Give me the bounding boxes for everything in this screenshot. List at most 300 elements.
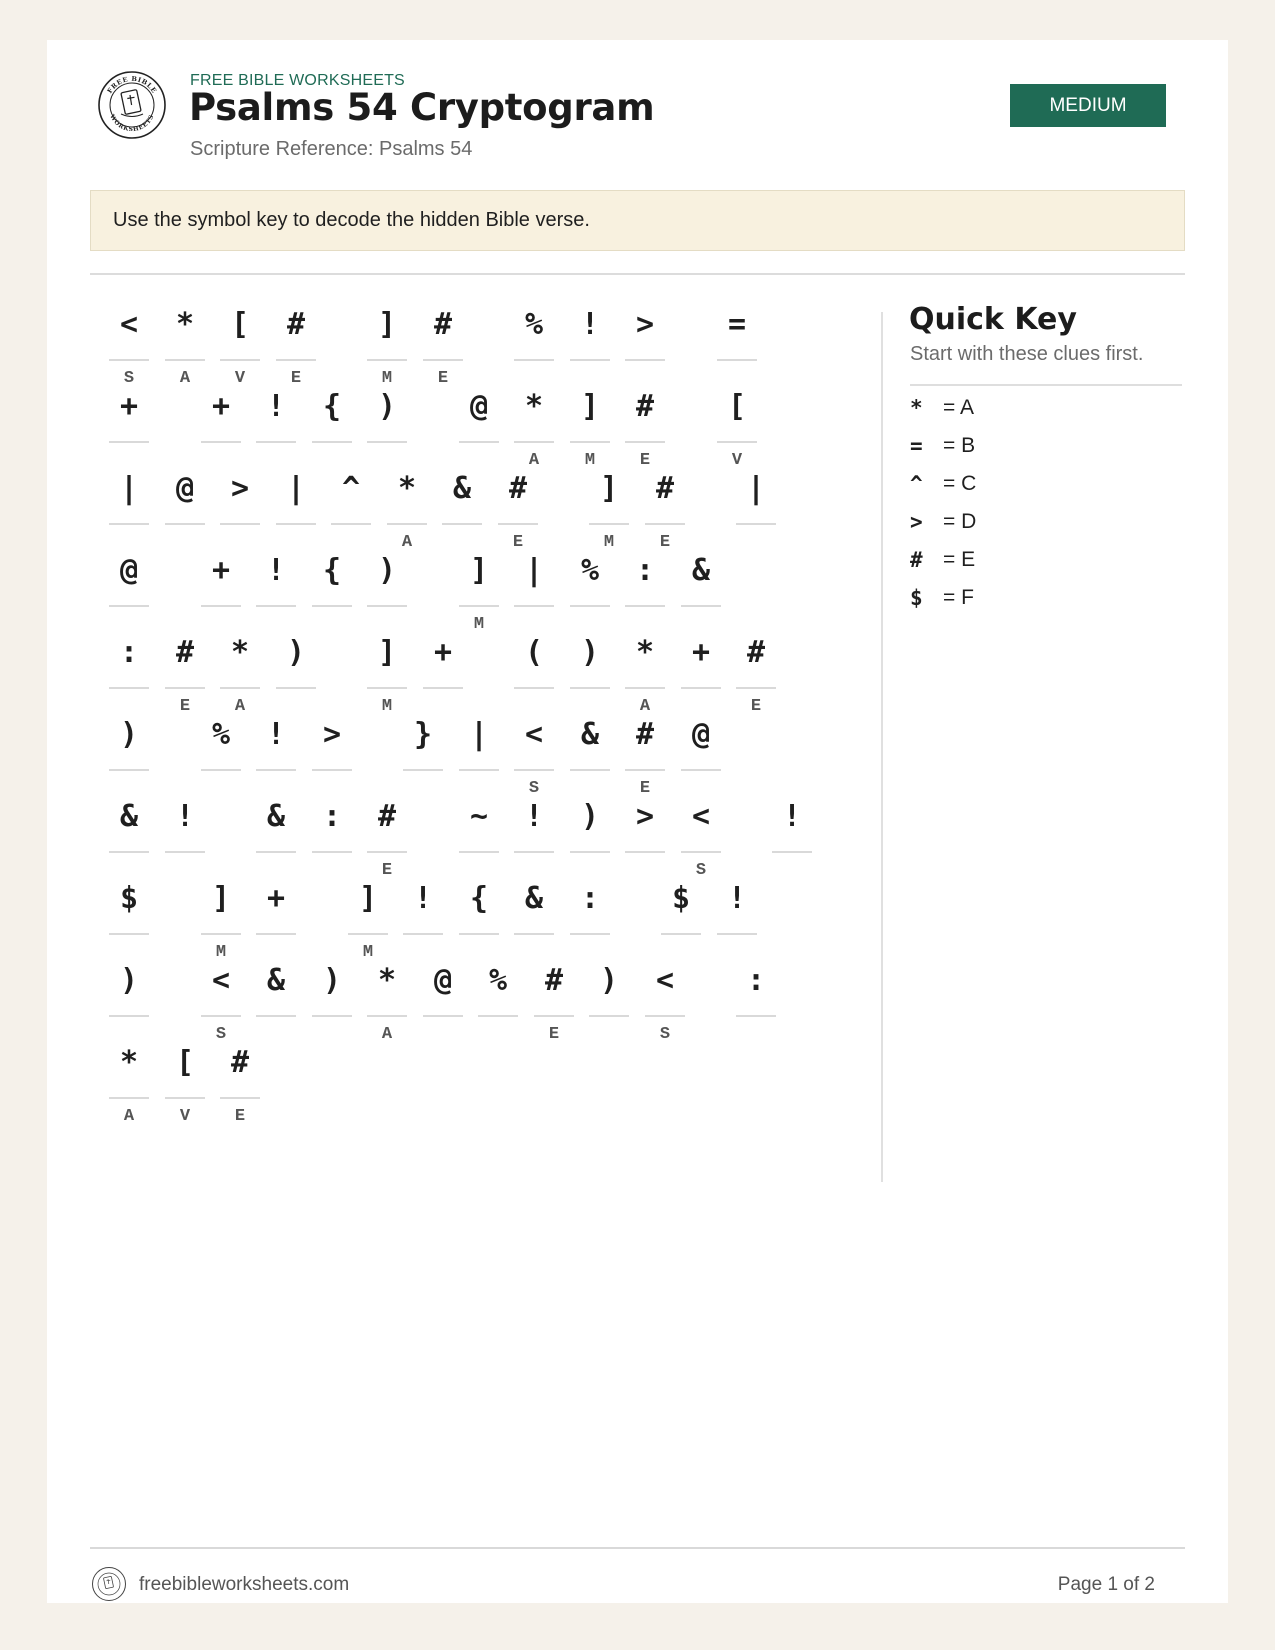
cipher-cell[interactable] bbox=[367, 787, 407, 880]
quick-key-value: = F bbox=[943, 586, 974, 609]
cipher-cell[interactable] bbox=[201, 541, 241, 627]
answer-line bbox=[367, 359, 407, 361]
answer-line bbox=[423, 687, 463, 689]
cipher-symbol: # bbox=[230, 1045, 250, 1080]
worksheet-page bbox=[47, 40, 1228, 1603]
cipher-cell[interactable] bbox=[442, 459, 482, 545]
cipher-cell[interactable] bbox=[681, 541, 721, 627]
cipher-cell[interactable] bbox=[625, 541, 665, 627]
decoded-letter: E bbox=[548, 1025, 560, 1044]
cipher-symbol: & bbox=[580, 717, 600, 752]
answer-line bbox=[256, 441, 296, 443]
answer-line bbox=[201, 1015, 241, 1017]
cipher-cell[interactable] bbox=[109, 377, 149, 463]
answer-line bbox=[201, 933, 241, 935]
answer-line bbox=[109, 359, 149, 361]
cipher-cell[interactable] bbox=[312, 951, 352, 1037]
cipher-symbol: # bbox=[377, 799, 397, 834]
answer-line bbox=[220, 687, 260, 689]
cipher-cell[interactable] bbox=[625, 377, 665, 470]
decoded-letter: A bbox=[401, 533, 413, 552]
cipher-symbol: * bbox=[377, 963, 397, 998]
answer-line bbox=[256, 605, 296, 607]
answer-line bbox=[459, 605, 499, 607]
answer-line bbox=[312, 1015, 352, 1017]
answer-line bbox=[165, 359, 205, 361]
cipher-symbol: < bbox=[524, 717, 544, 752]
cipher-symbol: ! bbox=[266, 389, 286, 424]
cipher-symbol: + bbox=[691, 635, 711, 670]
cipher-symbol: < bbox=[691, 799, 711, 834]
cipher-symbol: @ bbox=[175, 471, 195, 506]
answer-line bbox=[514, 687, 554, 689]
cipher-cell[interactable] bbox=[459, 377, 499, 463]
decoded-letter: M bbox=[381, 369, 393, 388]
cipher-cell[interactable] bbox=[201, 951, 241, 1044]
cipher-symbol: & bbox=[524, 881, 544, 916]
cipher-symbol: ] bbox=[469, 553, 489, 588]
answer-line bbox=[367, 605, 407, 607]
answer-line bbox=[165, 687, 205, 689]
decoded-letter: E bbox=[179, 697, 191, 716]
cipher-cell[interactable] bbox=[625, 705, 665, 798]
decoded-letter: E bbox=[659, 533, 671, 552]
cipher-symbol: & bbox=[691, 553, 711, 588]
cipher-symbol: # bbox=[746, 635, 766, 670]
cipher-cell[interactable] bbox=[367, 623, 407, 716]
cipher-symbol: ) bbox=[322, 963, 342, 998]
answer-line bbox=[589, 523, 629, 525]
cipher-cell[interactable] bbox=[367, 377, 407, 463]
decoded-letter: S bbox=[695, 861, 707, 880]
decoded-letter: S bbox=[123, 369, 135, 388]
answer-line bbox=[570, 687, 610, 689]
answer-line bbox=[717, 359, 757, 361]
cipher-cell[interactable] bbox=[589, 459, 629, 552]
quick-key-symbol: ^ bbox=[910, 472, 923, 496]
cipher-symbol: # bbox=[655, 471, 675, 506]
answer-line bbox=[514, 769, 554, 771]
decoded-letter: E bbox=[639, 779, 651, 798]
answer-line bbox=[423, 359, 463, 361]
decoded-letter: V bbox=[731, 451, 743, 470]
cipher-cell[interactable] bbox=[423, 951, 463, 1037]
cipher-cell[interactable] bbox=[514, 623, 554, 709]
cipher-symbol: ] bbox=[599, 471, 619, 506]
cipher-cell[interactable] bbox=[109, 951, 149, 1037]
answer-line bbox=[534, 1015, 574, 1017]
cipher-cell[interactable] bbox=[201, 705, 241, 791]
answer-line bbox=[645, 1015, 685, 1017]
cipher-symbol: ! bbox=[175, 799, 195, 834]
cipher-symbol: ! bbox=[524, 799, 544, 834]
cipher-symbol: % bbox=[524, 307, 544, 342]
answer-line bbox=[109, 441, 149, 443]
cipher-cell[interactable] bbox=[514, 787, 554, 873]
cipher-cell[interactable] bbox=[681, 623, 721, 709]
cipher-cell[interactable] bbox=[201, 869, 241, 962]
answer-line bbox=[367, 441, 407, 443]
decoded-letter: V bbox=[179, 1107, 191, 1126]
cipher-symbol: ! bbox=[580, 307, 600, 342]
cipher-cell[interactable] bbox=[165, 295, 205, 388]
cipher-symbol: : bbox=[580, 881, 600, 916]
cipher-cell[interactable] bbox=[220, 295, 260, 388]
cipher-symbol: | bbox=[469, 717, 489, 752]
cipher-cell[interactable] bbox=[736, 623, 776, 716]
answer-line bbox=[256, 1015, 296, 1017]
cipher-cell[interactable] bbox=[256, 377, 296, 463]
decoded-letter: S bbox=[528, 779, 540, 798]
answer-line bbox=[201, 605, 241, 607]
answer-line bbox=[514, 359, 554, 361]
cipher-cell[interactable] bbox=[459, 869, 499, 955]
cipher-symbol: & bbox=[452, 471, 472, 506]
cipher-symbol: * bbox=[397, 471, 417, 506]
cipher-cell[interactable] bbox=[736, 459, 776, 545]
quick-key-symbol: = bbox=[910, 434, 923, 458]
cipher-symbol: + bbox=[211, 389, 231, 424]
cipher-symbol: ( bbox=[524, 635, 544, 670]
cipher-symbol: < bbox=[655, 963, 675, 998]
answer-line bbox=[165, 523, 205, 525]
cipher-cell[interactable] bbox=[367, 541, 407, 627]
cipher-symbol: % bbox=[580, 553, 600, 588]
cipher-symbol: ) bbox=[580, 635, 600, 670]
cipher-cell[interactable] bbox=[387, 459, 427, 552]
answer-line bbox=[109, 1097, 149, 1099]
cipher-symbol: ! bbox=[782, 799, 802, 834]
cipher-cell[interactable] bbox=[403, 705, 443, 791]
cipher-symbol: % bbox=[488, 963, 508, 998]
cipher-cell[interactable] bbox=[514, 377, 554, 470]
cipher-symbol: { bbox=[322, 553, 342, 588]
answer-line bbox=[109, 769, 149, 771]
cipher-symbol: # bbox=[433, 307, 453, 342]
answer-line bbox=[256, 933, 296, 935]
answer-line bbox=[442, 523, 482, 525]
cipher-symbol: : bbox=[635, 553, 655, 588]
quick-key-value: = D bbox=[943, 510, 977, 533]
cipher-cell[interactable] bbox=[625, 787, 665, 873]
cipher-cell[interactable] bbox=[423, 295, 463, 388]
decoded-letter: M bbox=[362, 943, 374, 962]
cipher-cell[interactable] bbox=[459, 787, 499, 873]
cipher-symbol: % bbox=[211, 717, 231, 752]
cipher-cell[interactable] bbox=[645, 951, 685, 1044]
cipher-cell[interactable] bbox=[661, 869, 701, 955]
cipher-symbol: < bbox=[119, 307, 139, 342]
cipher-cell[interactable] bbox=[570, 623, 610, 709]
cipher-cell[interactable] bbox=[201, 377, 241, 463]
answer-line bbox=[201, 441, 241, 443]
decoded-letter: S bbox=[215, 1025, 227, 1044]
quick-key-symbol: > bbox=[910, 510, 923, 534]
answer-line bbox=[589, 1015, 629, 1017]
cipher-symbol: # bbox=[175, 635, 195, 670]
answer-line bbox=[367, 851, 407, 853]
answer-line bbox=[367, 687, 407, 689]
cipher-cell[interactable] bbox=[109, 459, 149, 545]
decoded-letter: E bbox=[639, 451, 651, 470]
answer-line bbox=[459, 851, 499, 853]
answer-line bbox=[625, 605, 665, 607]
answer-line bbox=[109, 851, 149, 853]
cipher-cell[interactable] bbox=[109, 295, 149, 388]
answer-line bbox=[220, 359, 260, 361]
cipher-symbol: ] bbox=[580, 389, 600, 424]
cipher-cell[interactable] bbox=[570, 295, 610, 381]
quick-key-item bbox=[910, 466, 1182, 502]
cipher-cell[interactable] bbox=[589, 951, 629, 1037]
cipher-symbol: ) bbox=[377, 553, 397, 588]
cipher-cell[interactable] bbox=[256, 951, 296, 1037]
cipher-cell[interactable] bbox=[681, 705, 721, 791]
cipher-cell[interactable] bbox=[312, 787, 352, 873]
cipher-cell[interactable] bbox=[256, 787, 296, 873]
answer-line bbox=[109, 1015, 149, 1017]
cipher-symbol: ) bbox=[580, 799, 600, 834]
cipher-cell[interactable] bbox=[625, 295, 665, 381]
answer-line bbox=[403, 769, 443, 771]
answer-line bbox=[625, 769, 665, 771]
answer-line bbox=[772, 851, 812, 853]
cipher-cell[interactable] bbox=[570, 869, 610, 955]
answer-line bbox=[312, 441, 352, 443]
cipher-symbol: @ bbox=[469, 389, 489, 424]
cipher-symbol: ) bbox=[377, 389, 397, 424]
cipher-cell[interactable] bbox=[367, 295, 407, 388]
decoded-letter: A bbox=[381, 1025, 393, 1044]
answer-line bbox=[276, 523, 316, 525]
cipher-symbol: ~ bbox=[469, 799, 489, 834]
cipher-cell[interactable] bbox=[312, 705, 352, 791]
cipher-cell[interactable] bbox=[570, 705, 610, 791]
cipher-cell[interactable] bbox=[423, 623, 463, 709]
decoded-letter: E bbox=[381, 861, 393, 880]
cipher-cell[interactable] bbox=[403, 869, 443, 955]
answer-line bbox=[514, 441, 554, 443]
difficulty-badge: MEDIUM bbox=[1010, 84, 1166, 127]
cipher-cell[interactable] bbox=[570, 787, 610, 873]
instructions-box: Use the symbol key to decode the hidden Bible verse. bbox=[90, 190, 1185, 251]
answer-line bbox=[625, 441, 665, 443]
cipher-symbol: * bbox=[635, 635, 655, 670]
cipher-cell[interactable] bbox=[348, 869, 388, 962]
answer-line bbox=[109, 523, 149, 525]
answer-line bbox=[459, 769, 499, 771]
cipher-symbol: | bbox=[524, 553, 544, 588]
quick-key-item bbox=[910, 542, 1182, 578]
decoded-letter: E bbox=[750, 697, 762, 716]
cipher-cell[interactable] bbox=[312, 541, 352, 627]
cipher-symbol: $ bbox=[671, 881, 691, 916]
cipher-symbol: | bbox=[286, 471, 306, 506]
decoded-letter: M bbox=[215, 943, 227, 962]
cipher-cell[interactable] bbox=[717, 295, 757, 381]
decoded-letter: E bbox=[290, 369, 302, 388]
quick-key-title: Quick Key bbox=[909, 302, 1077, 337]
cipher-cell[interactable] bbox=[514, 705, 554, 798]
answer-line bbox=[403, 933, 443, 935]
cipher-cell[interactable] bbox=[514, 295, 554, 381]
cipher-cell[interactable] bbox=[331, 459, 371, 545]
decoded-letter: S bbox=[659, 1025, 671, 1044]
answer-line bbox=[661, 933, 701, 935]
answer-line bbox=[348, 933, 388, 935]
cipher-symbol: < bbox=[211, 963, 231, 998]
cipher-symbol: + bbox=[266, 881, 286, 916]
cipher-cell[interactable] bbox=[276, 459, 316, 545]
cipher-cell[interactable] bbox=[165, 623, 205, 716]
cipher-cell[interactable] bbox=[109, 623, 149, 709]
answer-line bbox=[681, 769, 721, 771]
answer-line bbox=[736, 1015, 776, 1017]
brand-name: FREE BIBLE WORKSHEETS bbox=[190, 72, 405, 89]
answer-line bbox=[514, 933, 554, 935]
cipher-cell[interactable] bbox=[220, 1033, 260, 1126]
answer-line bbox=[312, 769, 352, 771]
cipher-symbol: } bbox=[413, 717, 433, 752]
decoded-letter: M bbox=[473, 615, 485, 634]
footer-website-link[interactable]: freebibleworksheets.com bbox=[139, 1574, 350, 1595]
cipher-cell[interactable] bbox=[220, 623, 260, 716]
answer-line bbox=[312, 851, 352, 853]
cipher-cell[interactable] bbox=[256, 869, 296, 955]
answer-line bbox=[478, 1015, 518, 1017]
cipher-cell[interactable] bbox=[165, 787, 205, 873]
answer-line bbox=[387, 523, 427, 525]
answer-line bbox=[570, 769, 610, 771]
cipher-cell[interactable] bbox=[570, 541, 610, 627]
page-title: Psalms 54 Cryptogram bbox=[189, 86, 655, 129]
cipher-symbol: & bbox=[266, 799, 286, 834]
cipher-symbol: ^ bbox=[341, 471, 361, 506]
svg-text:WORKSHEETS: WORKSHEETS bbox=[108, 113, 156, 134]
answer-line bbox=[331, 523, 371, 525]
answer-line bbox=[736, 687, 776, 689]
cipher-cell[interactable] bbox=[681, 787, 721, 880]
cipher-symbol: $ bbox=[119, 881, 139, 916]
cipher-symbol: @ bbox=[691, 717, 711, 752]
decoded-letter: A bbox=[528, 451, 540, 470]
answer-line bbox=[514, 605, 554, 607]
cipher-cell[interactable] bbox=[514, 541, 554, 627]
cipher-cell[interactable] bbox=[256, 705, 296, 791]
decoded-letter: A bbox=[123, 1107, 135, 1126]
cipher-symbol: > bbox=[230, 471, 250, 506]
cipher-cell[interactable] bbox=[109, 705, 149, 791]
cipher-cell[interactable] bbox=[534, 951, 574, 1044]
cipher-symbol: > bbox=[635, 799, 655, 834]
cipher-cell[interactable] bbox=[165, 1033, 205, 1126]
cipher-symbol: # bbox=[635, 389, 655, 424]
cipher-cell[interactable] bbox=[625, 623, 665, 716]
cipher-symbol: ) bbox=[119, 717, 139, 752]
answer-line bbox=[220, 523, 260, 525]
cipher-symbol: ! bbox=[727, 881, 747, 916]
cipher-cell[interactable] bbox=[459, 705, 499, 791]
answer-line bbox=[736, 523, 776, 525]
cipher-symbol: ] bbox=[377, 307, 397, 342]
cipher-symbol: [ bbox=[230, 307, 250, 342]
answer-line bbox=[256, 769, 296, 771]
cipher-cell[interactable] bbox=[498, 459, 538, 552]
quick-key-symbol: # bbox=[910, 548, 923, 572]
cipher-symbol: : bbox=[119, 635, 139, 670]
cipher-cell[interactable] bbox=[514, 869, 554, 955]
answer-line bbox=[276, 359, 316, 361]
cryptogram-puzzle bbox=[47, 40, 847, 1240]
answer-line bbox=[717, 441, 757, 443]
answer-line bbox=[625, 687, 665, 689]
decoded-letter: A bbox=[179, 369, 191, 388]
cipher-cell[interactable] bbox=[256, 541, 296, 627]
answer-line bbox=[625, 359, 665, 361]
cipher-cell[interactable] bbox=[717, 377, 757, 470]
quick-key-divider bbox=[910, 384, 1182, 386]
cipher-symbol: + bbox=[211, 553, 231, 588]
answer-line bbox=[165, 1097, 205, 1099]
answer-line bbox=[276, 687, 316, 689]
cipher-cell[interactable] bbox=[772, 787, 812, 873]
decoded-letter: E bbox=[234, 1107, 246, 1126]
answer-line bbox=[220, 1097, 260, 1099]
cipher-cell[interactable] bbox=[109, 1033, 149, 1126]
cipher-cell[interactable] bbox=[276, 295, 316, 388]
cipher-cell[interactable] bbox=[367, 951, 407, 1044]
cipher-cell[interactable] bbox=[109, 787, 149, 873]
cipher-symbol: & bbox=[119, 799, 139, 834]
cipher-cell[interactable] bbox=[478, 951, 518, 1037]
cipher-symbol: + bbox=[119, 389, 139, 424]
cipher-cell[interactable] bbox=[717, 869, 757, 955]
cipher-cell[interactable] bbox=[459, 541, 499, 634]
cipher-cell[interactable] bbox=[165, 459, 205, 545]
answer-line bbox=[367, 1015, 407, 1017]
cipher-symbol: ! bbox=[266, 717, 286, 752]
cipher-cell[interactable] bbox=[109, 869, 149, 955]
decoded-letter: V bbox=[234, 369, 246, 388]
decoded-letter: M bbox=[584, 451, 596, 470]
cipher-symbol: | bbox=[746, 471, 766, 506]
cipher-symbol: : bbox=[322, 799, 342, 834]
cipher-symbol: ] bbox=[358, 881, 378, 916]
cipher-symbol: | bbox=[119, 471, 139, 506]
cipher-cell[interactable] bbox=[276, 623, 316, 709]
answer-line bbox=[459, 933, 499, 935]
answer-line bbox=[570, 359, 610, 361]
answer-line bbox=[717, 933, 757, 935]
answer-line bbox=[312, 605, 352, 607]
cipher-cell[interactable] bbox=[220, 459, 260, 545]
cipher-symbol: ) bbox=[599, 963, 619, 998]
page-number: Page 1 of 2 bbox=[1057, 1574, 1155, 1595]
cipher-symbol: @ bbox=[433, 963, 453, 998]
cipher-cell[interactable] bbox=[570, 377, 610, 470]
answer-line bbox=[514, 851, 554, 853]
cipher-cell[interactable] bbox=[312, 377, 352, 463]
cipher-cell[interactable] bbox=[645, 459, 685, 552]
svg-text:FREE BIBLE: FREE BIBLE bbox=[105, 74, 159, 95]
cipher-cell[interactable] bbox=[109, 541, 149, 627]
decoded-letter: E bbox=[512, 533, 524, 552]
cipher-symbol: > bbox=[322, 717, 342, 752]
cipher-symbol: + bbox=[433, 635, 453, 670]
cipher-symbol: * bbox=[230, 635, 250, 670]
cipher-symbol: # bbox=[544, 963, 564, 998]
cipher-cell[interactable] bbox=[736, 951, 776, 1037]
